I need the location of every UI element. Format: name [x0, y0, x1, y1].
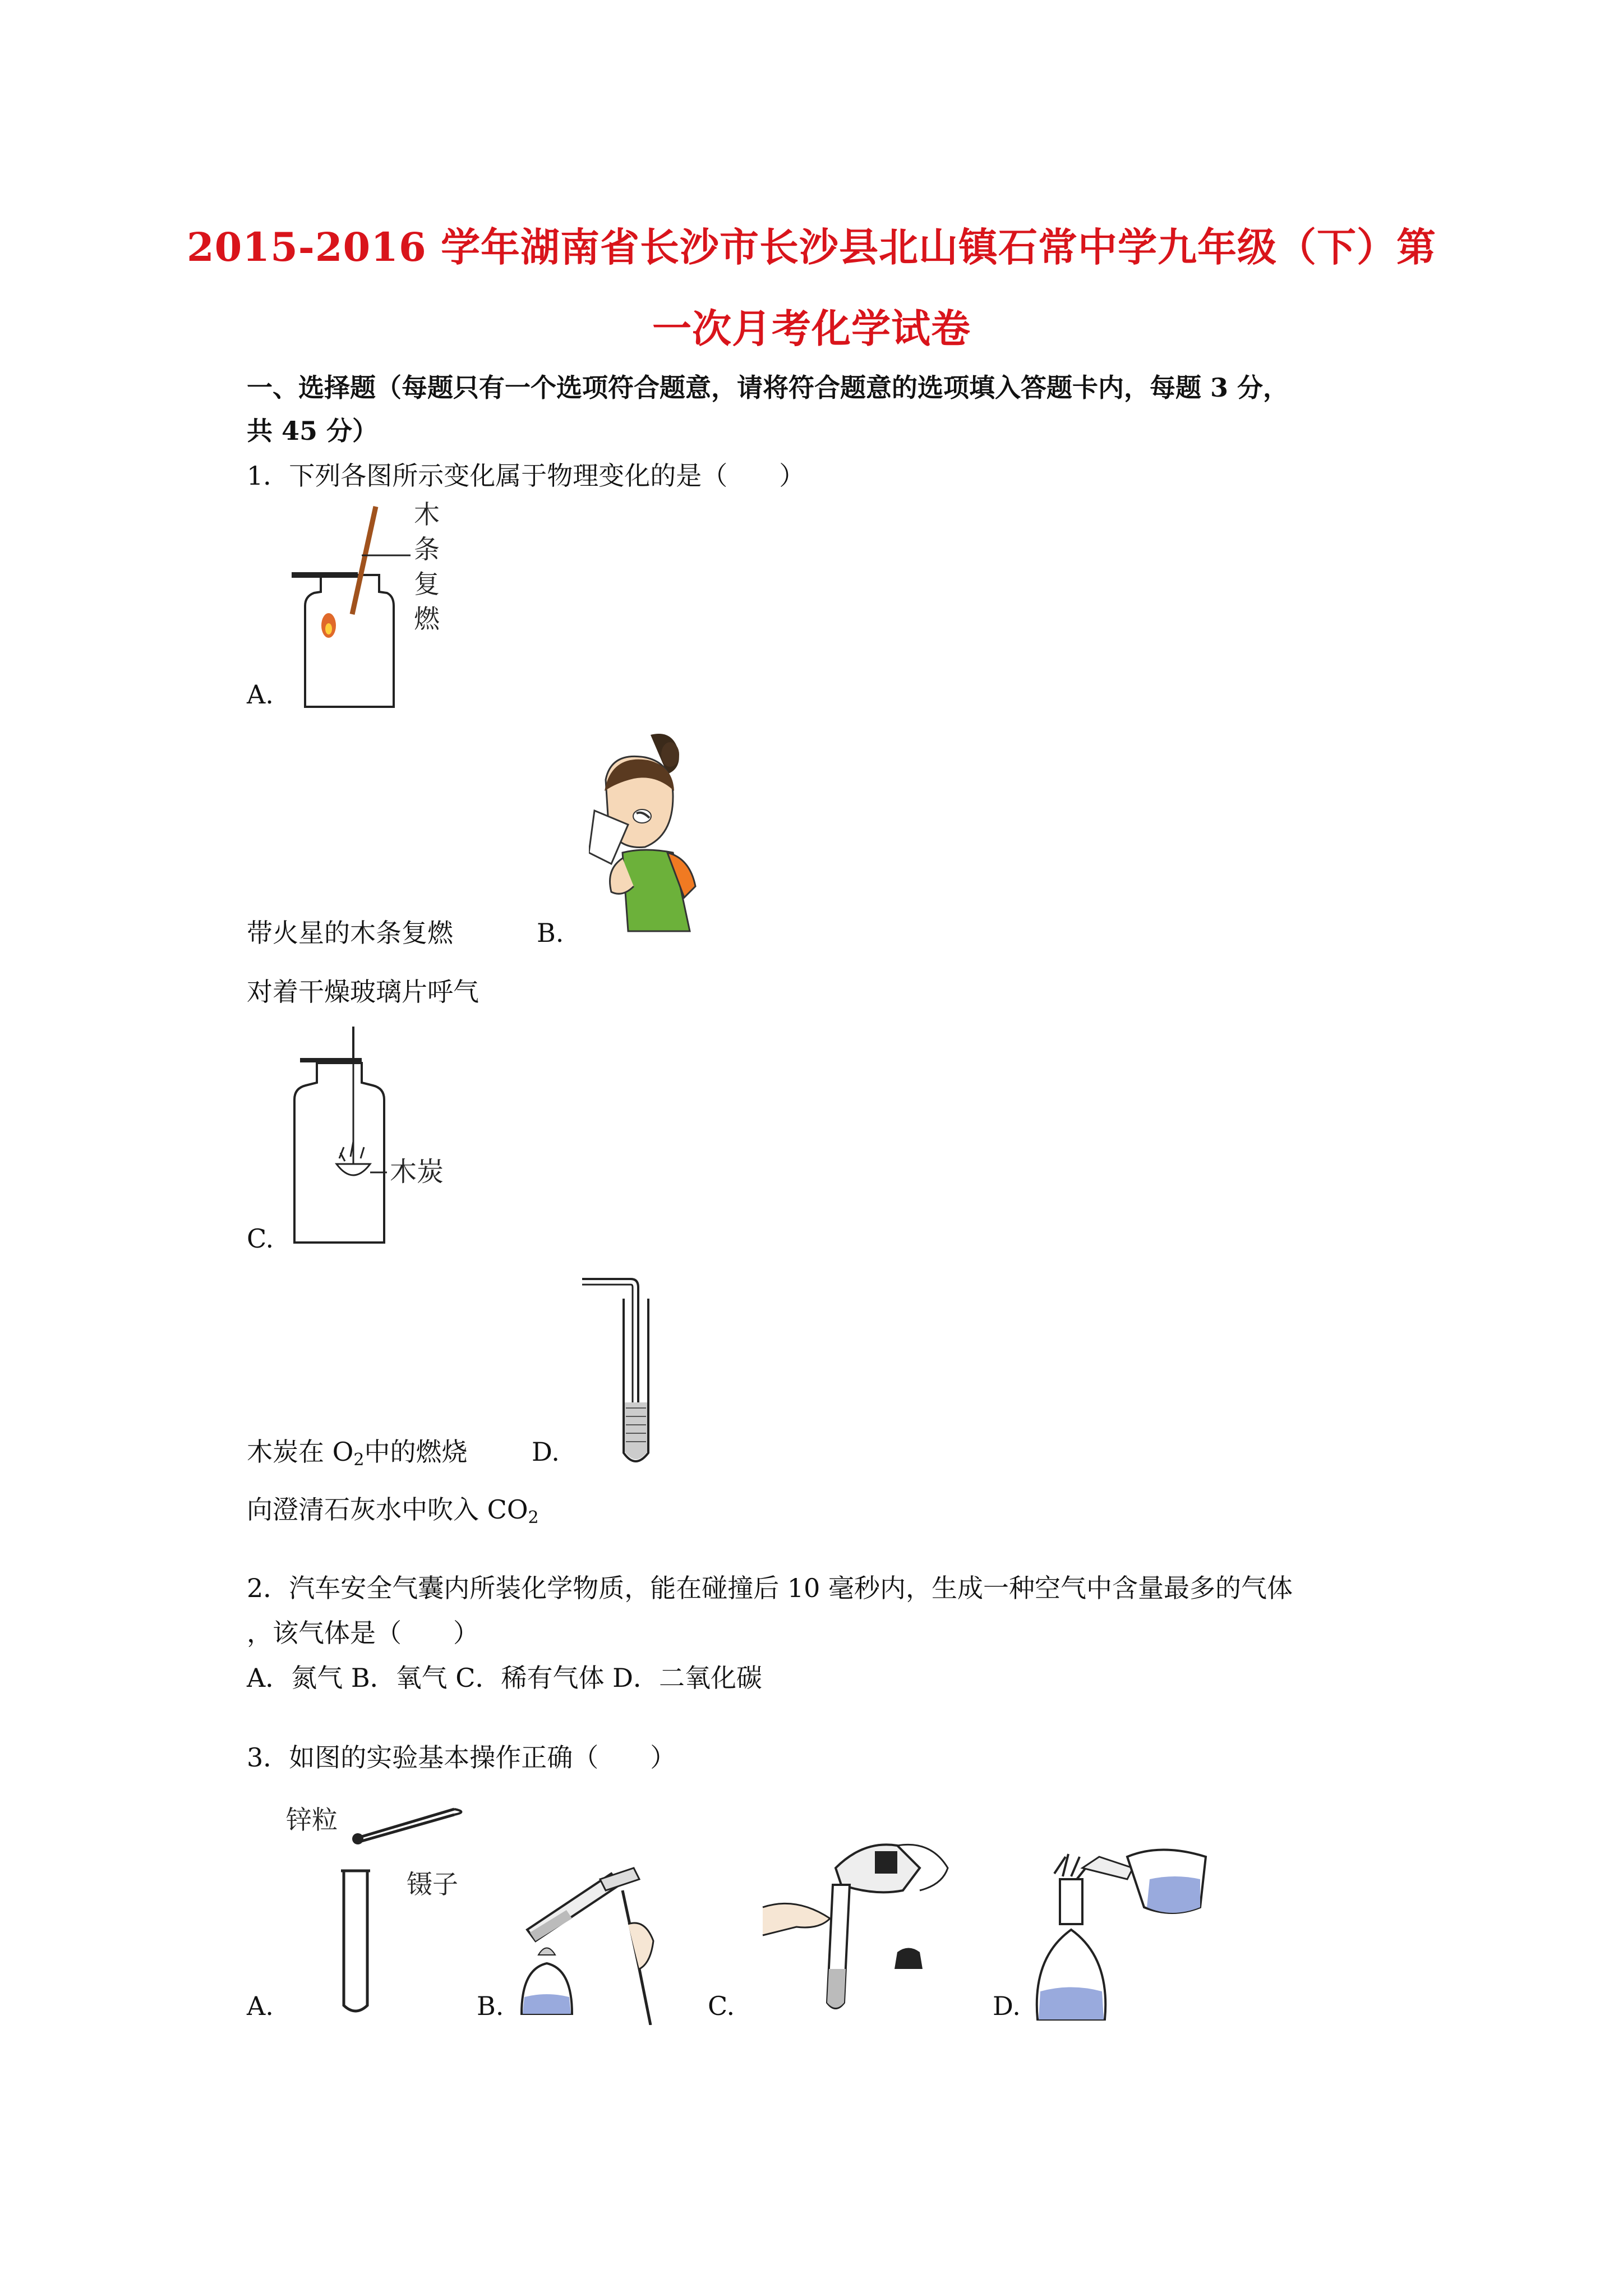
section-heading-cont: 共 45 分） [247, 416, 379, 446]
q1-c-caption-post: 中的燃烧 [364, 1437, 468, 1467]
q3-figure-c-pouring [751, 1834, 959, 2025]
q1-stem: 1．下列各图所示变化属于物理变化的是（ ） [247, 461, 805, 491]
q3-option-c-label: C. [708, 1991, 735, 2021]
q1-a-fig-char-1: 木 [414, 499, 440, 530]
q1-d-caption-sub: 2 [528, 1508, 539, 1527]
q1-option-a-caption: 带火星的木条复燃 [247, 918, 453, 948]
q1-option-b-label: B. [537, 918, 564, 948]
q1-option-a-label: A. [247, 679, 274, 710]
q3-a-fig-label-1: 锌粒 [286, 1805, 338, 1835]
q1-figure-c-gasjar [289, 1027, 479, 1245]
q3-stem: 3．如图的实验基本操作正确（ ） [247, 1742, 676, 1773]
q2-stem: 2．汽车安全气囊内所装化学物质，能在碰撞后 10 毫秒内，生成一种空气中含量最多的气体 [247, 1573, 1293, 1603]
q1-a-fig-char-3: 复 [414, 569, 440, 599]
q1-option-c-label: C. [247, 1223, 274, 1254]
page-title-line1: 2015-2016 学年湖南省长沙市长沙县北山镇石常中学九年级（下）第 [186, 224, 1437, 270]
q1-option-d-caption [247, 1494, 539, 1527]
q1-option-d-label: D. [532, 1437, 560, 1467]
q3-figure-d-lamps [1032, 1846, 1217, 2025]
q1-c-fig-label: 木炭 [390, 1156, 444, 1188]
q3-figure-b-heating [516, 1857, 701, 2025]
q1-option-c-caption [247, 1439, 467, 1469]
q1-c-caption-pre: 木炭在 O [247, 1437, 354, 1467]
q2-stem-cont: ，该气体是（ ） [247, 1618, 479, 1648]
q3-option-a-label: A. [247, 1991, 274, 2021]
page-title-line2: 一次月考化学试卷 [652, 305, 971, 352]
q2-options: A．氮气 B．氧气 C．稀有气体 D．二氧化碳 [247, 1663, 762, 1693]
q3-a-fig-label-2: 镊子 [407, 1869, 458, 1899]
q1-c-caption-sub: 2 [353, 1450, 365, 1470]
section-heading: 一、选择题（每题只有一个选项符合题意，请将符合题意的选项填入答题卡内，每题 3 分， [247, 372, 1289, 403]
q1-d-caption-pre: 向澄清石灰水中吹入 CO [247, 1494, 528, 1525]
q1-a-fig-char-4: 燃 [414, 604, 440, 634]
q3-option-b-label: B. [477, 1991, 504, 2021]
q1-figure-d-testtube [578, 1273, 667, 1475]
q1-figure-b-girl [589, 729, 701, 942]
q1-option-b-caption: 对着干燥玻璃片呼气 [247, 977, 479, 1007]
q3-figure-a-tweezers [286, 1795, 471, 2019]
q1-a-fig-char-2: 条 [414, 534, 440, 564]
q1-figure-a-bottle [280, 496, 471, 710]
q3-option-d-label: D. [993, 1991, 1021, 2021]
